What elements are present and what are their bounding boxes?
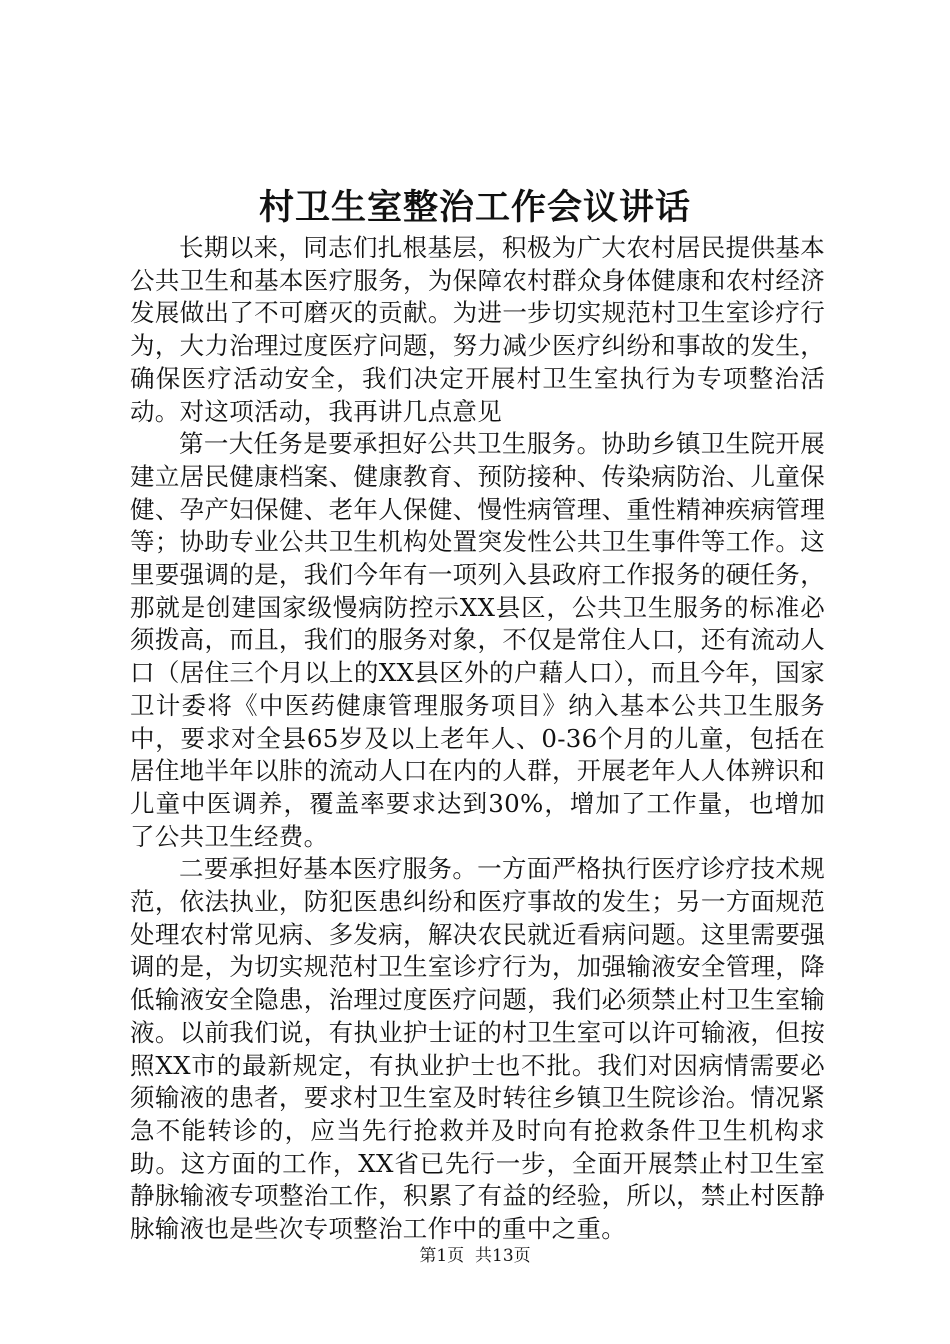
document-title: 村卫生室整治工作会议讲话 [258, 187, 691, 228]
footer-spacer [464, 1246, 475, 1266]
paragraph-intro: 长期以来，同志们扎根基层，积极为广大农村居民提供基本公共卫生和基本医疗服务，为保障农村群众身体健康和农村经济发展做出了不可磨灭的贡献。为进一步切实规范村卫生室诊疗行为，大力治理过度医疗问题，努力减少医疗纠纷和事故的发生，确保医疗活动安全，我们决定开展村卫生室执行为专项整治活动。对这项活动，我再讲几点意见 [130, 233, 825, 426]
page-total: 共13页 [475, 1246, 531, 1266]
paragraph-public-health: 第一大任务是要承担好公共卫生服务。协助乡镇卫生院开展建立居民健康档案、健康教育、预防接种、传染病防治、儿童保健、孕产妇保健、老年人保健、慢性病管理、重性精神疾病管理等；协助专业公共卫生机构处置突发性公共卫生事件等工作。这里要强调的是，我们今年有一项列入县政府工作报务的硬任务，那就是创建国家级慢病防控示XX县区，公共卫生服务的标准必须拨高，而且，我们的服务对象，不仅是常住人口，还有流动人口（居住三个月以上的XX县区外的户藉人口），而且今年，国家卫计委将《中医药健康管理服务项目》纳入基本公共卫生服务中，要求对全县65岁及以上老年人、0-36个月的儿童，包括在居住地半年以胩的流动人口在内的人群，开展老年人人体辨识和儿童中医调养，覆盖率要求达到30%，增加了工作量，也增加了公共卫生经费。 [130, 429, 825, 851]
page-footer [0, 1244, 950, 1268]
paragraph-basic-medical: 二要承担好基本医疗服务。一方面严格执行医疗诊疗技术规范，依法执业，防犯医患纠纷和医疗事故的发生；另一方面规范处理农村常见病、多发病，解决农民就近看病问题。这里需要强调的是，为切实规范村卫生室诊疗行为，加强输液安全管理，降低输液安全隐患，治理过度医疗问题，我们必须禁止村卫生室输液。以前我们说，有执业护士证的村卫生室可以许可输液，但按照XX市的最新规定，有执业护士也不批。我们对因病情需要必须输液的患者，要求村卫生室及时转往乡镇卫生院诊治。情况紧急不能转诊的，应当先行抢救并及时向有抢救条件卫生机构求助。这方面的工作，XX省已先行一步，全面开展禁止村卫生室静脉输液专项整治工作，积累了有益的经验，所以，禁止村医静脉输液也是些次专项整治工作中的重中之重。 [130, 854, 825, 1244]
document-body [130, 232, 825, 1246]
page-number: 第1页 [419, 1246, 465, 1266]
